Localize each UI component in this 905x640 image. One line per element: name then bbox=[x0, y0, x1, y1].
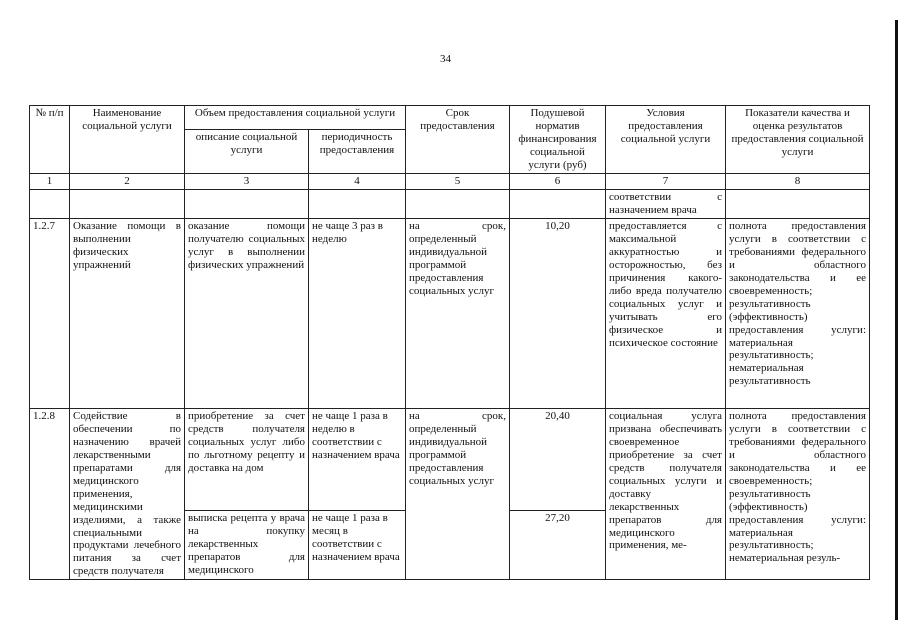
cell-conditions: предоставляется с максимальной аккуратностью и осторожностью, без причинения какого-либо вреда получателю социальных услуг и учитывать его физическое и психическое состояние bbox=[606, 218, 726, 408]
cell-periodicity: не чаще 1 раза в неделю в соответствии с назначением врача bbox=[309, 408, 406, 510]
table-row-1-2-7 bbox=[30, 218, 870, 408]
cell-norm: 27,20 bbox=[510, 511, 606, 580]
scan-edge-line bbox=[895, 20, 898, 620]
cell-empty bbox=[30, 189, 70, 218]
header-col-term: Срок предоставления bbox=[406, 106, 510, 174]
cell-description: выписка рецепта у врача на покупку лекарственных препаратов для медицинского bbox=[185, 511, 309, 580]
page-number: 34 bbox=[440, 53, 451, 65]
cell-norm: 20,40 bbox=[510, 408, 606, 510]
cell-number: 1.2.7 bbox=[30, 218, 70, 408]
cell-description: приобретение за счет средств получателя социальных услуг либо по льготному рецепту и доставка на дом bbox=[185, 408, 309, 510]
cell-empty bbox=[726, 189, 870, 218]
header-col-quality: Показатели качества и оценка результатов предоставления социальной услуги bbox=[726, 106, 870, 174]
header-col-description: описание социальной услуги bbox=[185, 130, 309, 174]
header-col-name: Наименование социальной услуги bbox=[70, 106, 185, 174]
cell-term: на срок, определенный индивидуальной программой предоставления социальных услуг bbox=[406, 218, 510, 408]
table-row-continuation bbox=[30, 189, 870, 218]
cell-periodicity: не чаще 3 раз в неделю bbox=[309, 218, 406, 408]
cell-empty bbox=[309, 189, 406, 218]
column-number: 5 bbox=[406, 173, 510, 189]
cell-norm: 10,20 bbox=[510, 218, 606, 408]
cell-conditions: социальная услуга призвана обеспечивать своевременное приобретение за счет средств получателя социальных услуги и доставку лекарственных препаратов для медицинского применения, ме- bbox=[606, 408, 726, 580]
column-number: 7 bbox=[606, 173, 726, 189]
column-number: 6 bbox=[510, 173, 606, 189]
cell-quality: полнота предоставления услуги в соответствии с требованиями федерального и областного законодательства и ее своевременность; результативность (эффективность) предоставления услуги: материальная результативность; нематериальная резуль- bbox=[726, 408, 870, 580]
cell-service-name: Оказание помощи в выполнении физических упражнений bbox=[70, 218, 185, 408]
header-col-periodicity: периодичность предоставления bbox=[309, 130, 406, 174]
cell-empty bbox=[70, 189, 185, 218]
cell-empty bbox=[406, 189, 510, 218]
column-number: 4 bbox=[309, 173, 406, 189]
cell-quality: полнота предоставления услуги в соответствии с требованиями федерального и областного законодательства и ее своевременность; результативность (эффективность) предоставления услуги: материальная результативность; нематериальная результативность bbox=[726, 218, 870, 408]
header-col-number: № п/п bbox=[30, 106, 70, 174]
services-table bbox=[29, 105, 870, 580]
cell-term: на срок, определенный индивидуальной программой предоставления социальных услуг bbox=[406, 408, 510, 580]
column-number: 1 bbox=[30, 173, 70, 189]
cell-conditions: соответствии с назначением врача bbox=[606, 189, 726, 218]
header-col-norm: Подушевой норматив финансирования социальной услуги (руб) bbox=[510, 106, 606, 174]
column-number: 3 bbox=[185, 173, 309, 189]
cell-number: 1.2.8 bbox=[30, 408, 70, 580]
header-col-volume: Объем предоставления социальной услуги bbox=[185, 106, 406, 130]
cell-description: оказание помощи получателю социальных услуг в выполнении физических упражнений bbox=[185, 218, 309, 408]
table-row-1-2-8 bbox=[30, 408, 870, 510]
column-number: 8 bbox=[726, 173, 870, 189]
cell-service-name: Содействие в обеспечении по назначению врачей лекарственными препаратами для медицинского применения, медицинскими изделиями, а также специальными продуктами лечебного питания за счет средств получателя bbox=[70, 408, 185, 580]
column-number-row bbox=[30, 173, 870, 189]
cell-periodicity: не чаще 1 раза в месяц в соответствии с назначением врача bbox=[309, 511, 406, 580]
column-number: 2 bbox=[70, 173, 185, 189]
header-row bbox=[30, 106, 870, 130]
cell-empty bbox=[510, 189, 606, 218]
cell-empty bbox=[185, 189, 309, 218]
header-col-conditions: Условия предоставления социальной услуги bbox=[606, 106, 726, 174]
